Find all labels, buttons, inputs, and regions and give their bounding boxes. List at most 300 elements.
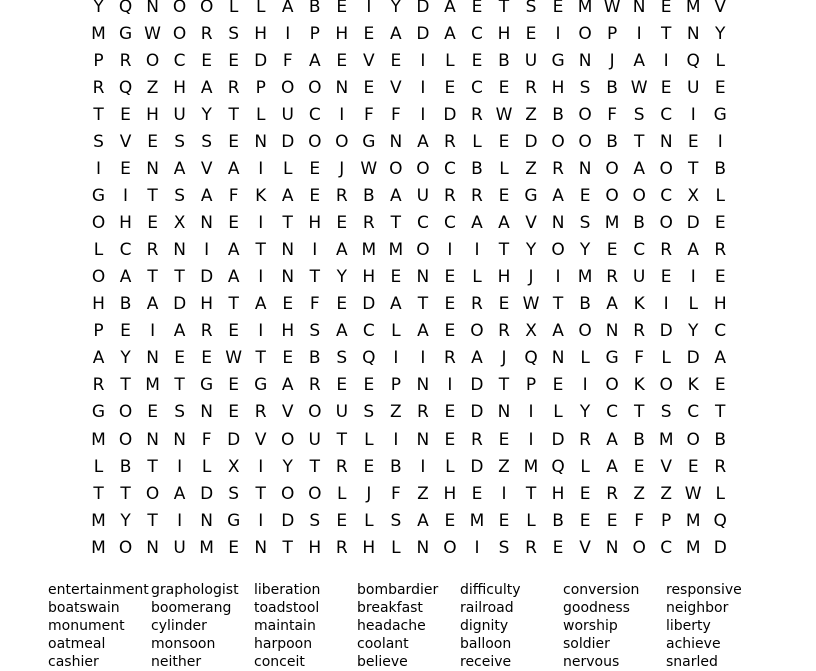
grid-letter: E: [282, 294, 294, 315]
grid-letter: W: [630, 78, 648, 99]
grid-letter: T: [174, 267, 185, 288]
grid-letter: E: [498, 186, 510, 207]
grid-letter: Q: [686, 51, 700, 72]
grid-letter: S: [309, 321, 321, 342]
grid-letter: I: [312, 240, 318, 261]
grid-letter: N: [146, 429, 159, 450]
grid-letter: S: [174, 132, 185, 153]
grid-letter: A: [173, 483, 186, 504]
grid-letter: N: [632, 0, 646, 18]
word-list-item: maintain: [254, 618, 316, 634]
grid-letter: R: [606, 483, 619, 504]
grid-letter: B: [498, 51, 510, 72]
grid-letter: W: [684, 483, 702, 504]
grid-letter: E: [606, 240, 618, 261]
grid-letter: N: [605, 537, 619, 558]
grid-letter: V: [525, 213, 537, 234]
grid-letter: W: [603, 0, 621, 18]
grid-letter: Z: [525, 159, 537, 180]
grid-letter: T: [255, 483, 266, 504]
grid-letter: I: [177, 456, 183, 477]
grid-letter: T: [228, 105, 239, 126]
grid-letter: C: [687, 402, 700, 423]
grid-letter: I: [393, 348, 399, 369]
grid-letter: W: [144, 24, 161, 45]
grid-letter: R: [362, 213, 375, 234]
word-list-item: soldier: [563, 636, 610, 652]
grid-letter: O: [578, 132, 592, 153]
grid-letter: E: [687, 132, 699, 153]
grid-letter: A: [417, 132, 429, 153]
grid-letter: L: [553, 402, 563, 423]
grid-letter: E: [390, 51, 402, 72]
grid-letter: L: [580, 348, 590, 369]
grid-letter: D: [281, 510, 295, 531]
grid-letter: B: [552, 105, 564, 126]
grid-letter: B: [390, 456, 402, 477]
grid-letter: O: [281, 483, 295, 504]
grid-letter: I: [123, 186, 129, 207]
grid-letter: V: [254, 429, 267, 450]
grid-letter: B: [606, 132, 618, 153]
grid-letter: S: [633, 105, 645, 126]
grid-letter: G: [713, 105, 727, 126]
grid-letter: I: [258, 213, 264, 234]
grid-letter: T: [282, 537, 293, 558]
grid-letter: A: [335, 321, 348, 342]
grid-letter: I: [258, 159, 264, 180]
grid-letter: X: [173, 213, 186, 234]
grid-letter: R: [119, 51, 132, 72]
grid-letter: N: [281, 240, 295, 261]
grid-letter: S: [525, 0, 537, 18]
grid-letter: O: [416, 240, 430, 261]
grid-letter: I: [528, 429, 534, 450]
grid-letter: N: [578, 159, 592, 180]
grid-letter: S: [660, 402, 672, 423]
grid-letter: D: [443, 105, 457, 126]
grid-letter: V: [390, 78, 402, 99]
grid-letter: L: [715, 186, 725, 207]
grid-letter: O: [632, 186, 646, 207]
grid-letter: T: [255, 240, 266, 261]
grid-letter: A: [444, 0, 456, 18]
grid-letter: I: [528, 402, 534, 423]
grid-letter: L: [580, 456, 590, 477]
grid-letter: I: [96, 159, 102, 180]
grid-letter: B: [308, 0, 321, 18]
grid-letter: L: [201, 456, 212, 477]
word-list-item: toadstool: [254, 600, 320, 616]
grid-letter: H: [254, 24, 268, 45]
grid-letter: O: [605, 159, 619, 180]
grid-letter: N: [551, 213, 565, 234]
grid-letter: A: [281, 375, 294, 396]
grid-letter: E: [498, 132, 510, 153]
grid-letter: E: [201, 348, 213, 369]
grid-letter: M: [361, 240, 377, 261]
grid-letter: N: [146, 537, 159, 558]
grid-letter: I: [258, 456, 264, 477]
grid-letter: M: [577, 267, 593, 288]
grid-letter: F: [634, 510, 645, 531]
grid-letter: R: [308, 375, 321, 396]
grid-letter: I: [474, 240, 480, 261]
grid-letter: T: [309, 267, 320, 288]
grid-letter: B: [362, 186, 375, 207]
grid-letter: E: [228, 321, 240, 342]
grid-letter: O: [605, 375, 619, 396]
grid-letter: J: [339, 159, 345, 180]
grid-letter: L: [472, 132, 482, 153]
grid-letter: A: [714, 348, 727, 369]
grid-letter: C: [443, 213, 456, 234]
grid-letter: M: [91, 510, 106, 531]
grid-letter: T: [715, 402, 726, 423]
grid-letter: U: [173, 537, 186, 558]
grid-letter: L: [445, 51, 455, 72]
grid-letter: R: [444, 186, 456, 207]
grid-letter: U: [416, 186, 430, 207]
grid-letter: M: [145, 375, 160, 396]
word-list-item: liberty: [666, 618, 711, 634]
grid-letter: K: [687, 375, 699, 396]
grid-letter: L: [391, 537, 401, 558]
grid-letter: T: [688, 159, 699, 180]
grid-letter: H: [92, 294, 105, 315]
grid-letter: F: [228, 186, 239, 207]
grid-letter: E: [228, 51, 240, 72]
grid-letter: A: [227, 159, 240, 180]
grid-letter: R: [444, 132, 456, 153]
grid-letter: Z: [390, 402, 402, 423]
grid-letter: P: [93, 321, 104, 342]
grid-letter: Y: [579, 240, 591, 261]
grid-letter: R: [606, 267, 619, 288]
grid-letter: D: [713, 537, 727, 558]
grid-letter: M: [91, 429, 106, 450]
grid-letter: W: [360, 159, 378, 180]
grid-letter: D: [470, 402, 484, 423]
grid-letter: R: [471, 294, 483, 315]
grid-letter: O: [578, 321, 592, 342]
grid-letter: E: [282, 348, 294, 369]
grid-letter: N: [416, 537, 430, 558]
word-list-item: nervous: [563, 654, 620, 670]
grid-letter: T: [525, 483, 537, 504]
grid-letter: G: [91, 186, 106, 207]
word-list-item: responsive: [666, 582, 742, 598]
grid-letter: N: [605, 321, 619, 342]
grid-letter: E: [228, 537, 240, 558]
grid-letter: O: [91, 267, 106, 288]
grid-letter: N: [416, 375, 430, 396]
grid-letter: E: [201, 51, 213, 72]
grid-letter: H: [308, 537, 322, 558]
grid-letter: M: [577, 0, 593, 18]
word-list-item: achieve: [666, 636, 721, 652]
grid-letter: L: [526, 510, 536, 531]
grid-letter: O: [172, 0, 187, 18]
grid-letter: S: [228, 24, 240, 45]
grid-letter: I: [690, 267, 696, 288]
grid-letter: Z: [660, 483, 672, 504]
grid-letter: R: [227, 78, 240, 99]
grid-letter: A: [390, 294, 402, 315]
grid-letter: L: [282, 159, 293, 180]
grid-letter: E: [525, 24, 537, 45]
grid-letter: A: [254, 294, 267, 315]
grid-letter: B: [714, 429, 727, 450]
grid-letter: T: [93, 105, 104, 126]
grid-letter: R: [660, 240, 673, 261]
grid-letter: O: [605, 186, 619, 207]
grid-letter: T: [120, 375, 131, 396]
grid-letter: N: [146, 159, 159, 180]
grid-letter: Y: [282, 456, 293, 477]
grid-letter: A: [200, 186, 213, 207]
grid-letter: C: [714, 321, 727, 342]
grid-letter: V: [579, 537, 591, 558]
grid-letter: O: [470, 321, 484, 342]
grid-letter: A: [444, 24, 456, 45]
grid-letter: D: [659, 321, 673, 342]
grid-letter: W: [225, 348, 243, 369]
grid-letter: P: [93, 51, 104, 72]
grid-letter: H: [335, 24, 349, 45]
grid-letter: A: [92, 348, 105, 369]
grid-letter: L: [228, 0, 239, 18]
grid-letter: C: [660, 537, 673, 558]
grid-letter: I: [420, 51, 426, 72]
grid-letter: M: [91, 24, 106, 45]
grid-letter: T: [498, 375, 510, 396]
grid-letter: U: [335, 402, 349, 423]
grid-letter: E: [660, 267, 672, 288]
word-list-item: cylinder: [151, 618, 207, 634]
grid-letter: T: [147, 267, 158, 288]
grid-letter: J: [501, 348, 507, 369]
grid-letter: A: [633, 159, 645, 180]
grid-letter: E: [120, 321, 131, 342]
grid-letter: I: [339, 105, 345, 126]
grid-letter: C: [660, 105, 673, 126]
grid-letter: D: [524, 132, 538, 153]
grid-letter: O: [686, 429, 700, 450]
grid-letter: B: [552, 510, 564, 531]
grid-letter: F: [309, 294, 320, 315]
grid-letter: C: [362, 321, 375, 342]
grid-letter: T: [552, 294, 564, 315]
grid-letter: Y: [336, 267, 347, 288]
grid-letter: P: [525, 375, 537, 396]
grid-letter: C: [660, 186, 673, 207]
grid-letter: O: [659, 375, 673, 396]
grid-letter: A: [471, 213, 483, 234]
grid-letter: E: [579, 510, 591, 531]
grid-letter: W: [495, 105, 513, 126]
grid-letter: F: [607, 105, 617, 126]
grid-letter: E: [120, 105, 131, 126]
grid-letter: R: [525, 78, 537, 99]
grid-letter: R: [254, 402, 267, 423]
grid-letter: A: [552, 186, 564, 207]
grid-letter: I: [258, 321, 264, 342]
grid-letter: H: [497, 267, 511, 288]
grid-letter: C: [119, 240, 132, 261]
grid-letter: E: [498, 429, 510, 450]
grid-letter: S: [174, 186, 185, 207]
grid-letter: E: [309, 159, 321, 180]
grid-letter: V: [119, 132, 132, 153]
word-list-item: harpoon: [254, 636, 313, 652]
grid-letter: Y: [579, 402, 591, 423]
grid-letter: D: [362, 294, 376, 315]
grid-letter: L: [499, 159, 509, 180]
grid-letter: A: [308, 51, 321, 72]
grid-letter: H: [119, 213, 132, 234]
grid-letter: E: [336, 213, 348, 234]
grid-letter: N: [173, 429, 186, 450]
grid-letter: Q: [524, 348, 538, 369]
grid-letter: T: [498, 240, 510, 261]
grid-letter: T: [147, 456, 158, 477]
grid-letter: B: [308, 348, 321, 369]
grid-letter: T: [228, 294, 239, 315]
grid-letter: E: [363, 375, 375, 396]
grid-letter: E: [579, 483, 591, 504]
grid-letter: I: [663, 51, 669, 72]
grid-letter: O: [145, 483, 160, 504]
grid-letter: A: [173, 159, 186, 180]
grid-letter: D: [416, 24, 430, 45]
grid-letter: R: [525, 537, 537, 558]
grid-letter: Y: [120, 348, 131, 369]
grid-letter: R: [92, 375, 105, 396]
grid-letter: A: [606, 294, 618, 315]
word-list-item: liberation: [254, 582, 321, 598]
grid-letter: P: [390, 375, 401, 396]
word-list-item: neither: [151, 654, 202, 670]
grid-letter: P: [606, 24, 618, 45]
grid-letter: D: [686, 213, 700, 234]
grid-letter: R: [498, 321, 510, 342]
grid-letter: U: [281, 105, 294, 126]
word-list-item: monsoon: [151, 636, 216, 652]
word-list-item: graphologist: [151, 582, 239, 598]
grid-letter: E: [606, 510, 618, 531]
grid-letter: T: [633, 402, 645, 423]
grid-letter: E: [444, 294, 456, 315]
grid-letter: F: [390, 105, 401, 126]
grid-letter: I: [150, 321, 156, 342]
grid-letter: R: [146, 240, 159, 261]
grid-letter: A: [471, 348, 483, 369]
grid-letter: S: [579, 213, 591, 234]
grid-letter: A: [687, 240, 700, 261]
grid-letter: C: [471, 78, 483, 99]
grid-letter: E: [498, 78, 510, 99]
grid-letter: X: [687, 186, 700, 207]
grid-letter: U: [524, 51, 538, 72]
grid-letter: T: [417, 294, 429, 315]
grid-letter: M: [604, 213, 620, 234]
grid-letter: E: [660, 0, 672, 18]
grid-letter: R: [633, 321, 646, 342]
grid-letter: O: [551, 132, 565, 153]
grid-letter: N: [659, 132, 673, 153]
grid-letter: R: [714, 456, 727, 477]
word-list-item: believe: [357, 654, 408, 670]
grid-letter: M: [658, 429, 674, 450]
grid-letter: A: [146, 294, 159, 315]
grid-letter: S: [363, 402, 375, 423]
word-list-item: goodness: [563, 600, 630, 616]
word-list-item: railroad: [460, 600, 514, 616]
word-list-item: worship: [563, 618, 618, 634]
grid-letter: S: [336, 348, 348, 369]
word-list-item: monument: [48, 618, 125, 634]
grid-letter: E: [336, 375, 348, 396]
grid-letter: I: [501, 483, 507, 504]
grid-letter: Y: [688, 321, 699, 342]
grid-letter: H: [173, 78, 186, 99]
grid-letter: R: [200, 321, 213, 342]
grid-letter: O: [91, 213, 106, 234]
grid-letter: U: [632, 267, 646, 288]
grid-letter: I: [420, 78, 426, 99]
grid-letter: R: [471, 186, 483, 207]
grid-letter: R: [335, 456, 348, 477]
grid-letter: L: [255, 0, 266, 18]
grid-letter: A: [417, 510, 429, 531]
grid-letter: N: [551, 348, 565, 369]
grid-letter: R: [200, 24, 213, 45]
grid-letter: D: [686, 348, 700, 369]
grid-letter: R: [335, 537, 348, 558]
grid-letter: D: [551, 429, 565, 450]
grid-letter: A: [173, 321, 186, 342]
grid-letter: E: [498, 510, 510, 531]
grid-letter: R: [444, 348, 456, 369]
grid-letter: I: [555, 267, 561, 288]
grid-letter: G: [227, 510, 241, 531]
grid-letter: V: [200, 159, 213, 180]
word-list-item: conceit: [254, 654, 305, 670]
grid-letter: P: [255, 78, 266, 99]
grid-letter: F: [634, 348, 645, 369]
grid-letter: R: [335, 186, 348, 207]
word-list-item: oatmeal: [48, 636, 106, 652]
word-list-item: snarled: [666, 654, 718, 670]
grid-letter: D: [200, 267, 214, 288]
grid-letter: I: [555, 24, 561, 45]
grid-letter: H: [362, 537, 376, 558]
grid-letter: O: [659, 159, 673, 180]
grid-letter: D: [227, 429, 241, 450]
grid-letter: T: [336, 429, 347, 450]
grid-letter: L: [391, 321, 401, 342]
grid-letter: C: [443, 159, 456, 180]
grid-letter: W: [522, 294, 540, 315]
grid-letter: E: [444, 510, 456, 531]
grid-letter: I: [393, 429, 399, 450]
grid-letter: E: [147, 213, 158, 234]
grid-letter: D: [200, 483, 214, 504]
grid-letter: I: [285, 24, 291, 45]
grid-letter: A: [227, 240, 240, 261]
grid-letter: O: [443, 537, 457, 558]
